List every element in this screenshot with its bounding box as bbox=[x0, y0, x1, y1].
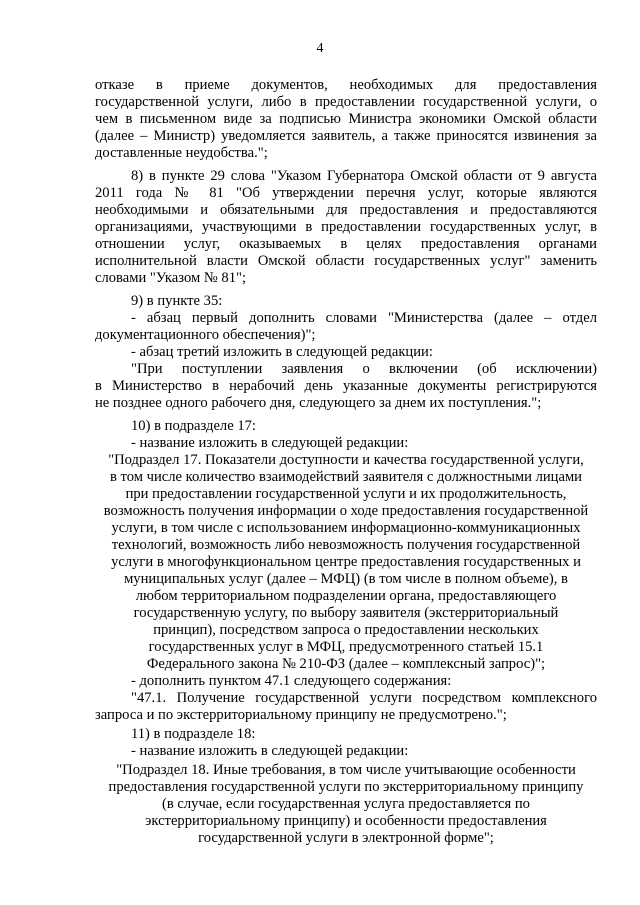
text-line: отказе в приеме документов, необходимых для предоставления bbox=[95, 77, 597, 93]
text-line: 2011 года № 81 "Об утверждении перечня услуг, которые являются bbox=[95, 185, 597, 201]
text-line: запроса и по экстерриториальному принципу не предусмотрено."; bbox=[95, 707, 507, 723]
text-line: государственной услуги, либо в предоставлении государственной услуги, о bbox=[95, 94, 597, 110]
text-line: принцип), посредством запроса о предоставлении нескольких bbox=[153, 622, 539, 638]
text-line: документационного обеспечения)"; bbox=[95, 327, 316, 343]
text-line: доставленные неудобства."; bbox=[95, 145, 268, 161]
text-line: услуги, в том числе с использованием информационно-коммуникационных bbox=[111, 520, 581, 536]
text-line: государственных услуг в МФЦ, предусмотренного статьей 15.1 bbox=[148, 639, 544, 655]
text-line: технологий, возможность либо невозможность получения государственной bbox=[111, 537, 581, 553]
text-line: 8) в пункте 29 слова "Указом Губернатора Омской области от 9 августа bbox=[131, 168, 597, 184]
text-line: чем в письменном виде за подписью Министра экономики Омской области bbox=[95, 111, 597, 127]
text-line: исполнительной власти Омской области государственных услуг" заменить bbox=[95, 253, 597, 269]
text-line: 9) в пункте 35: bbox=[131, 293, 223, 309]
text-line: государственной услуги в электронной форме"; bbox=[198, 830, 494, 846]
text-line: 11) в подразделе 18: bbox=[131, 726, 256, 742]
text-line: возможность получения информации о ходе предоставления государственной bbox=[103, 503, 589, 519]
text-line: - название изложить в следующей редакции: bbox=[131, 435, 409, 451]
text-line: - абзац первый дополнить словами "Министерства (далее – отдел bbox=[131, 310, 597, 326]
text-line: услуги в многофункциональном центре предоставления государственных и bbox=[111, 554, 581, 570]
text-line: Федерального закона № 210-ФЗ (далее – комплексный запрос)"; bbox=[146, 656, 546, 672]
text-line: словами "Указом № 81"; bbox=[95, 270, 247, 286]
text-line: в Министерство в нерабочий день указанные документы регистрируются bbox=[95, 378, 597, 394]
text-line: государственную услугу, по выбору заявителя (экстерриториальный bbox=[133, 605, 559, 621]
text-line: экстерриториальному принципу) и особенности предоставления bbox=[145, 813, 547, 829]
text-line: (в случае, если государственная услуга предоставляется по bbox=[162, 796, 530, 812]
text-line: - название изложить в следующей редакции: bbox=[131, 743, 409, 759]
text-line: предоставления государственной услуги по экстерриториальному принципу bbox=[108, 779, 584, 795]
text-line: - абзац третий изложить в следующей редакции: bbox=[131, 344, 433, 360]
text-line: 10) в подразделе 17: bbox=[131, 418, 256, 434]
text-line: любом территориальном подразделении органа, предоставляющего bbox=[135, 588, 557, 604]
text-line: организациями, участвующими в предоставлении государственных услуг, в bbox=[95, 219, 597, 235]
text-line: (далее – Министр) уведомляется заявитель, а также приносятся извинения за bbox=[95, 128, 597, 144]
text-line: "47.1. Получение государственной услуги посредством комплексного bbox=[131, 690, 597, 706]
text-line: "Подраздел 18. Иные требования, в том числе учитывающие особенности bbox=[116, 762, 576, 778]
text-line: муниципальных услуг (далее – МФЦ) (в том числе в полном объеме), в bbox=[124, 571, 568, 587]
text-line: "При поступлении заявления о включении (об исключении) bbox=[131, 361, 597, 377]
text-line: при предоставлении государственной услуги и их продолжительность, bbox=[125, 486, 567, 502]
page-number: 4 bbox=[316, 41, 324, 56]
text-line: в том числе количество взаимодействий заявителя с должностными лицами bbox=[110, 469, 582, 485]
text-line: - дополнить пунктом 47.1 следующего содержания: bbox=[131, 673, 452, 689]
text-line: необходимыми и обязательными для предоставления и предоставляются bbox=[95, 202, 597, 218]
text-line: "Подраздел 17. Показатели доступности и качества государственной услуги, bbox=[108, 452, 584, 468]
text-line: отношении услуг, оказываемых в целях предоставления органами bbox=[95, 236, 597, 252]
text-line: не позднее одного рабочего дня, следующего за днем их поступления."; bbox=[95, 395, 542, 411]
